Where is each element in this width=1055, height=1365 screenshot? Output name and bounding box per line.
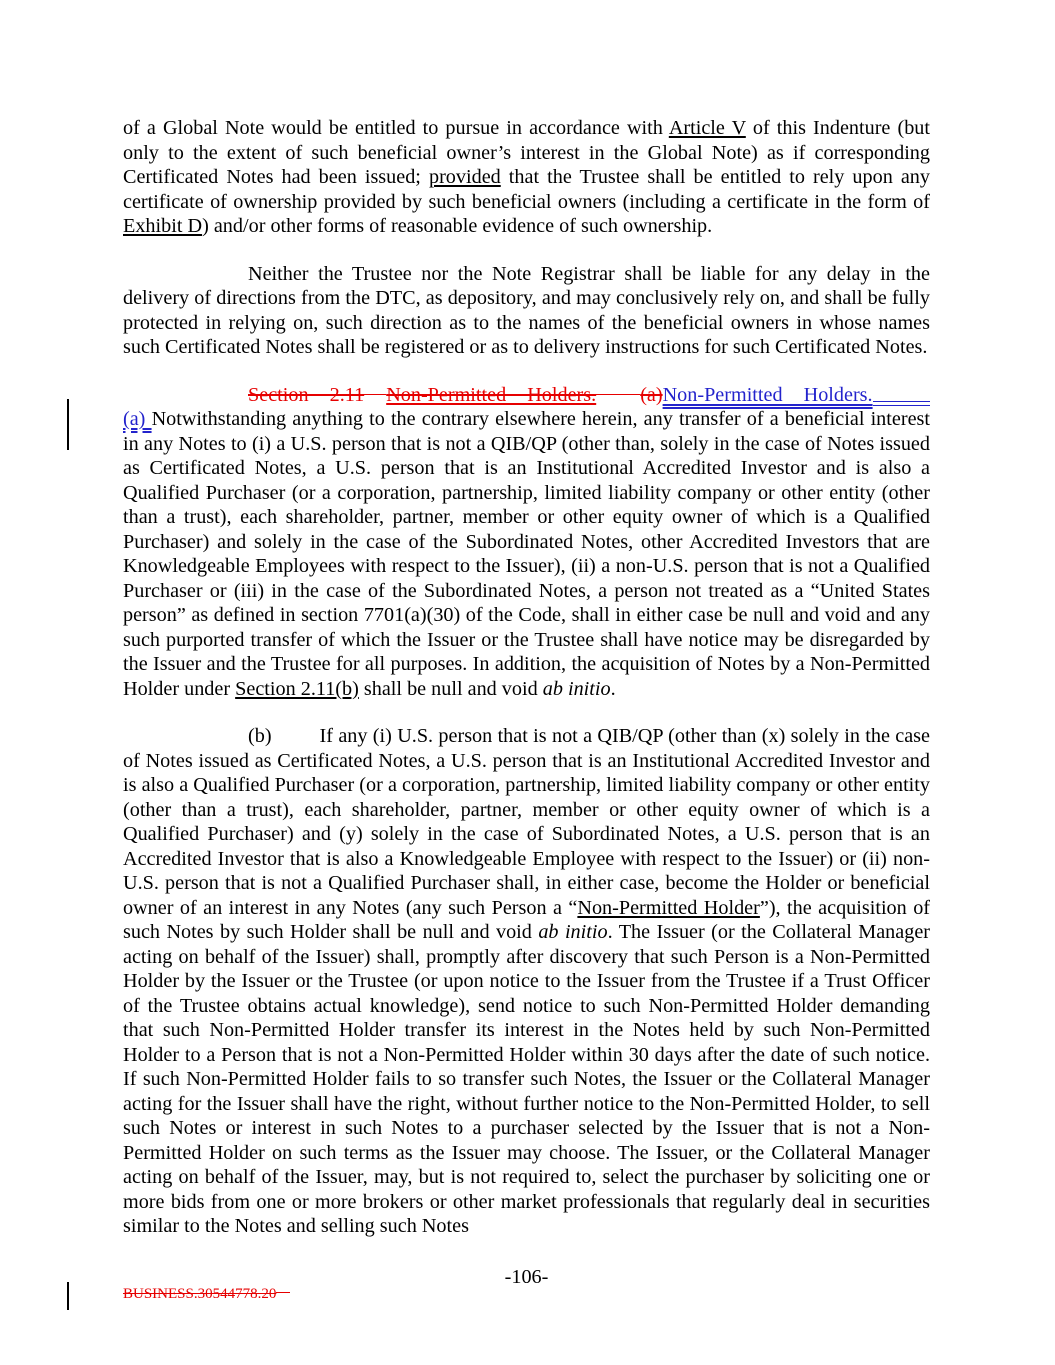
- body-text: of a Global Note would be entitled to pursue in accordance with: [123, 117, 669, 139]
- paragraph-section-2-11-b: [123, 724, 930, 1239]
- strikethrough-tab: [596, 394, 640, 395]
- paragraph-trustee-liability: [123, 262, 930, 360]
- paragraph-section-2-11-a: [123, 407, 930, 701]
- deleted-section-title: Non-Permitted Holders.: [386, 383, 597, 406]
- body-text: ) and/or other forms of reasonable evidence of such ownership.: [202, 215, 713, 237]
- paragraph-global-note-continuation: [123, 116, 930, 239]
- footer-doc-id-text: BUSINESS.30544778.20: [123, 1286, 277, 1302]
- redline-heading-line: [123, 383, 930, 408]
- body-text: shall be null and void: [358, 677, 543, 700]
- deleted-subsection-label: (a): [640, 383, 663, 406]
- page-number: -106-: [504, 1265, 549, 1288]
- body-text: that the Trustee shall be entitled to rely upon any certificate of ownership provided by such beneficial owners (including a certificate in the form of: [123, 166, 930, 213]
- exhibit-d-reference: Exhibit D: [123, 215, 203, 237]
- body-text: .: [610, 677, 616, 700]
- body-text: of this Indenture (but only to the extent of such beneficial owner’s interest in the Global Note) as if corresponding Certificated Notes had been issued;: [123, 117, 930, 188]
- change-bar-section: [67, 399, 69, 450]
- body-text: Notwithstanding anything to the contrary elsewhere herein, any transfer of a beneficial interest in any Notes to (i) a U.S. person that is not a QIB/QP (other than, solely in the case of Notes issued as Certificated Notes, a U.S. person that is an Institutional Accredited Investor and is also a Qualified Purchaser (or a corporation, partnership, limited liability company or other entity (other than a trust), each shareholder, partner, member or other equity owner of which is a Qualified Purchaser) and solely in the case of the Subordinated Notes, other Accredited Investors that are Knowledgeable Employees with respect to the Issuer), (ii) a non-U.S. person that is not a Qualified Purchaser or (iii) in the case of the Subordinated Notes, a person not treated as a “United States person” as defined in section 7701(a)(30) of the Code, shall in either case be null and void and any such purported transfer of which the Issuer or the Trustee shall have notice may be disregarded by the Issuer and the Trustee for all purposes. In addition, the acquisition of Notes by a Non-Permitted Holder under: [123, 408, 930, 700]
- inserted-subsection-label: (a): [123, 408, 152, 430]
- body-text: If any (i) U.S. person that is not a QIB/QP (other than (x) solely in the case of Notes issued as Certificated Notes, a U.S. person that is an Institutional Accredited Investor and is also a Qualified Purchaser (or a corporation, partnership, limited liability company or other entity (other than a trust), each shareholder, partner, member or other equity owner of which is a Qualified Purchaser) and (y) solely in the case of Subordinated Notes, a U.S. person that is an Accredited Investor that is also a Knowledgeable Employee with respect to the Issuer) or (ii) non-U.S. person that is not a Qualified Purchaser shall, in either case, become the Holder or beneficial owner of an interest in any Notes (any such Person a “: [123, 725, 930, 919]
- ab-initio-latin-term: ab initio: [542, 677, 611, 700]
- insertion-underline-fill: [873, 383, 930, 408]
- inserted-section-title: Non-Permitted Holders.: [662, 383, 873, 406]
- body-text: ”), the acquisition of such Notes by such Holder shall be null and void: [123, 896, 931, 943]
- strikethrough-tail: [276, 1292, 290, 1293]
- footer-doc-id: [123, 1285, 290, 1303]
- article-v-reference: Article V: [668, 117, 746, 139]
- deleted-section-number: Section 2.11: [248, 383, 365, 406]
- text-block: [123, 0, 930, 1289]
- provided-term: provided: [428, 166, 501, 188]
- change-bar-footer: [67, 1282, 69, 1310]
- ab-initio-latin-term: ab initio: [538, 921, 608, 943]
- body-text: Neither the Trustee nor the Note Registrar shall be liable for any delay in the delivery of directions from the DTC, as depository, and may conclusively rely on, and shall be fully protected in relying on, such direction as to the names of the beneficial owners in whose names such Certificated Notes shall be registered or as to delivery instructions for such Certificated Notes.: [123, 262, 930, 358]
- subsection-b-label: (b): [248, 725, 272, 747]
- section-2-11b-reference: Section 2.11(b): [235, 677, 359, 700]
- strikethrough-tab: [364, 394, 386, 395]
- body-text: . The Issuer (or the Collateral Manager acting on behalf of the Issuer) shall, promptly after discovery that such Person is a Non-Permitted Holder by the Issuer or the Trustee (or upon notice to the Issuer from the Trustee if a Trust Officer of the Trustee obtains actual knowledge), send notice to such Non-Permitted Holder demanding that such Non-Permitted Holder transfer its interest in the Notes held by such Non-Permitted Holder to a Person that is not a Non-Permitted Holder within 30 days after the date of such notice. If such Non-Permitted Holder fails to so transfer such Notes, the Issuer or the Collateral Manager acting for the Issuer shall have the right, without further notice to the Non-Permitted Holder, to sell such Notes or interest in such Notes to a purchaser selected by the Issuer that is not a Non-Permitted Holder on such terms as the Issuer may choose. The Issuer, or the Collateral Manager acting on behalf of the Issuer, may, but is not required to, select the purchaser by soliciting one or more bids from one or more brokers or other market professionals that regularly deal in securities similar to the Notes and selling such Notes: [123, 921, 930, 1237]
- non-permitted-holder-defined-term: Non-Permitted Holder: [577, 896, 760, 919]
